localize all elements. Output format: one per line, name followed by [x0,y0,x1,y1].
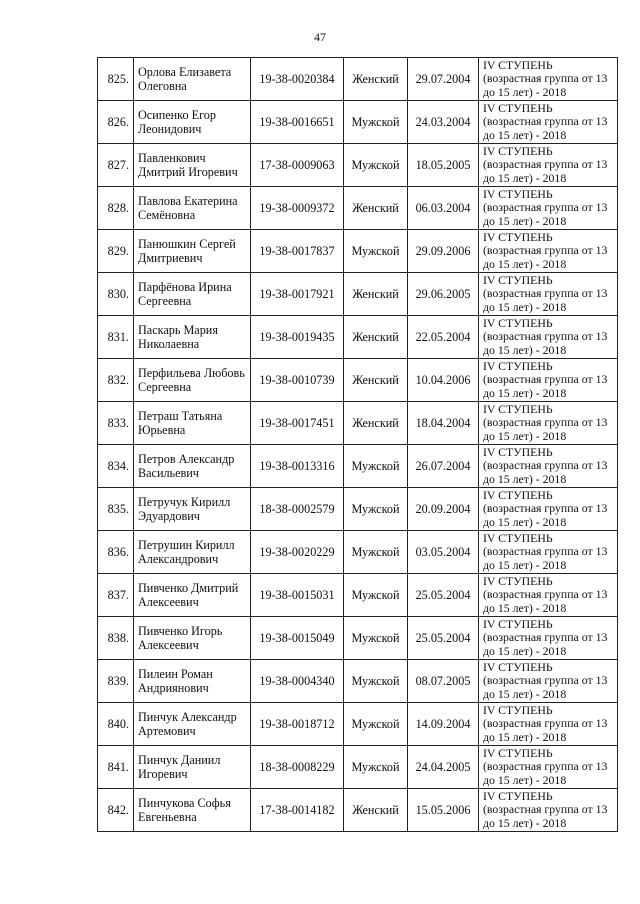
row-number: 827. [98,144,134,187]
birth-date: 24.03.2004 [408,101,479,144]
row-number: 835. [98,488,134,531]
id-number: 19-38-0004340 [251,660,344,703]
id-number: 19-38-0017451 [251,402,344,445]
gender: Мужской [344,746,408,789]
table-row [98,359,618,402]
id-number: 19-38-0017921 [251,273,344,316]
birth-date: 14.09.2004 [408,703,479,746]
row-number: 826. [98,101,134,144]
person-name: Парфёнова Ирина Сергеевна [134,273,251,316]
birth-date: 26.07.2004 [408,445,479,488]
gto-level: IV СТУПЕНЬ (возрастная группа от 13 до 15 лет) - 2018 [479,273,618,316]
id-number: 19-38-0015049 [251,617,344,660]
table-row [98,660,618,703]
person-name: Панюшкин Сергей Дмитриевич [134,230,251,273]
table-row [98,445,618,488]
row-number: 836. [98,531,134,574]
id-number: 19-38-0010739 [251,359,344,402]
gto-level: IV СТУПЕНЬ (возрастная группа от 13 до 15 лет) - 2018 [479,703,618,746]
row-number: 830. [98,273,134,316]
row-number: 841. [98,746,134,789]
birth-date: 10.04.2006 [408,359,479,402]
gender: Женский [344,789,408,832]
gto-level: IV СТУПЕНЬ (возрастная группа от 13 до 15 лет) - 2018 [479,746,618,789]
id-number: 19-38-0018712 [251,703,344,746]
person-name: Пивченко Дмитрий Алексеевич [134,574,251,617]
birth-date: 29.09.2006 [408,230,479,273]
table-row [98,531,618,574]
gender: Мужской [344,574,408,617]
birth-date: 25.05.2004 [408,617,479,660]
gender: Мужской [344,101,408,144]
row-number: 842. [98,789,134,832]
gender: Мужской [344,144,408,187]
id-number: 19-38-0009372 [251,187,344,230]
registry-table [97,57,618,832]
person-name: Петраш Татьяна Юрьевна [134,402,251,445]
page-number: 47 [314,30,326,44]
row-number: 829. [98,230,134,273]
table-row [98,273,618,316]
id-number: 19-38-0013316 [251,445,344,488]
gender: Мужской [344,488,408,531]
table-row [98,402,618,445]
person-name: Пивченко Игорь Алексеевич [134,617,251,660]
table-row [98,187,618,230]
row-number: 831. [98,316,134,359]
gender: Женский [344,402,408,445]
gender: Женский [344,273,408,316]
id-number: 19-38-0020229 [251,531,344,574]
person-name: Пилеин Роман Андриянович [134,660,251,703]
gto-level: IV СТУПЕНЬ (возрастная группа от 13 до 15 лет) - 2018 [479,445,618,488]
birth-date: 24.04.2005 [408,746,479,789]
row-number: 840. [98,703,134,746]
gto-level: IV СТУПЕНЬ (возрастная группа от 13 до 15 лет) - 2018 [479,617,618,660]
table-row [98,617,618,660]
gender: Женский [344,359,408,402]
birth-date: 03.05.2004 [408,531,479,574]
birth-date: 25.05.2004 [408,574,479,617]
table-row [98,703,618,746]
gto-level: IV СТУПЕНЬ (возрастная группа от 13 до 15 лет) - 2018 [479,531,618,574]
gto-level: IV СТУПЕНЬ (возрастная группа от 13 до 15 лет) - 2018 [479,789,618,832]
id-number: 17-38-0014182 [251,789,344,832]
person-name: Петрушин Кирилл Александрович [134,531,251,574]
id-number: 19-38-0015031 [251,574,344,617]
table-row [98,316,618,359]
gto-level: IV СТУПЕНЬ (возрастная группа от 13 до 15 лет) - 2018 [479,58,618,101]
table-row [98,101,618,144]
birth-date: 08.07.2005 [408,660,479,703]
birth-date: 20.09.2004 [408,488,479,531]
table-row [98,144,618,187]
gto-level: IV СТУПЕНЬ (возрастная группа от 13 до 15 лет) - 2018 [479,187,618,230]
gto-level: IV СТУПЕНЬ (возрастная группа от 13 до 15 лет) - 2018 [479,101,618,144]
gto-level: IV СТУПЕНЬ (возрастная группа от 13 до 15 лет) - 2018 [479,574,618,617]
row-number: 834. [98,445,134,488]
id-number: 18-38-0002579 [251,488,344,531]
person-name: Осипенко Егор Леонидович [134,101,251,144]
row-number: 833. [98,402,134,445]
gender: Женский [344,58,408,101]
id-number: 19-38-0017837 [251,230,344,273]
id-number: 18-38-0008229 [251,746,344,789]
birth-date: 18.05.2005 [408,144,479,187]
gto-level: IV СТУПЕНЬ (возрастная группа от 13 до 15 лет) - 2018 [479,144,618,187]
id-number: 19-38-0019435 [251,316,344,359]
table-row [98,58,618,101]
person-name: Павленкович Дмитрий Игоревич [134,144,251,187]
person-name: Петров Александр Васильевич [134,445,251,488]
gender: Мужской [344,230,408,273]
gender: Мужской [344,703,408,746]
row-number: 828. [98,187,134,230]
gender: Мужской [344,445,408,488]
table-row [98,230,618,273]
gender: Мужской [344,660,408,703]
row-number: 832. [98,359,134,402]
table-row [98,789,618,832]
gender: Женский [344,187,408,230]
person-name: Павлова Екатерина Семёновна [134,187,251,230]
gender: Мужской [344,617,408,660]
person-name: Орлова Елизавета Олеговна [134,58,251,101]
birth-date: 06.03.2004 [408,187,479,230]
id-number: 17-38-0009063 [251,144,344,187]
row-number: 825. [98,58,134,101]
id-number: 19-38-0016651 [251,101,344,144]
gto-level: IV СТУПЕНЬ (возрастная группа от 13 до 15 лет) - 2018 [479,488,618,531]
birth-date: 29.06.2005 [408,273,479,316]
person-name: Пинчук Даниил Игоревич [134,746,251,789]
person-name: Петручук Кирилл Эдуардович [134,488,251,531]
table-row [98,488,618,531]
gender: Женский [344,316,408,359]
person-name: Паскарь Мария Николаевна [134,316,251,359]
person-name: Перфильева Любовь Сергеевна [134,359,251,402]
row-number: 839. [98,660,134,703]
gto-level: IV СТУПЕНЬ (возрастная группа от 13 до 15 лет) - 2018 [479,359,618,402]
birth-date: 29.07.2004 [408,58,479,101]
gto-level: IV СТУПЕНЬ (возрастная группа от 13 до 15 лет) - 2018 [479,316,618,359]
gto-level: IV СТУПЕНЬ (возрастная группа от 13 до 15 лет) - 2018 [479,402,618,445]
row-number: 838. [98,617,134,660]
registry-table-body [98,58,618,832]
gto-level: IV СТУПЕНЬ (возрастная группа от 13 до 15 лет) - 2018 [479,230,618,273]
id-number: 19-38-0020384 [251,58,344,101]
birth-date: 15.05.2006 [408,789,479,832]
row-number: 837. [98,574,134,617]
birth-date: 22.05.2004 [408,316,479,359]
table-row [98,574,618,617]
person-name: Пинчукова Софья Евгеньевна [134,789,251,832]
person-name: Пинчук Александр Артемович [134,703,251,746]
table-row [98,746,618,789]
birth-date: 18.04.2004 [408,402,479,445]
gto-level: IV СТУПЕНЬ (возрастная группа от 13 до 15 лет) - 2018 [479,660,618,703]
gender: Мужской [344,531,408,574]
